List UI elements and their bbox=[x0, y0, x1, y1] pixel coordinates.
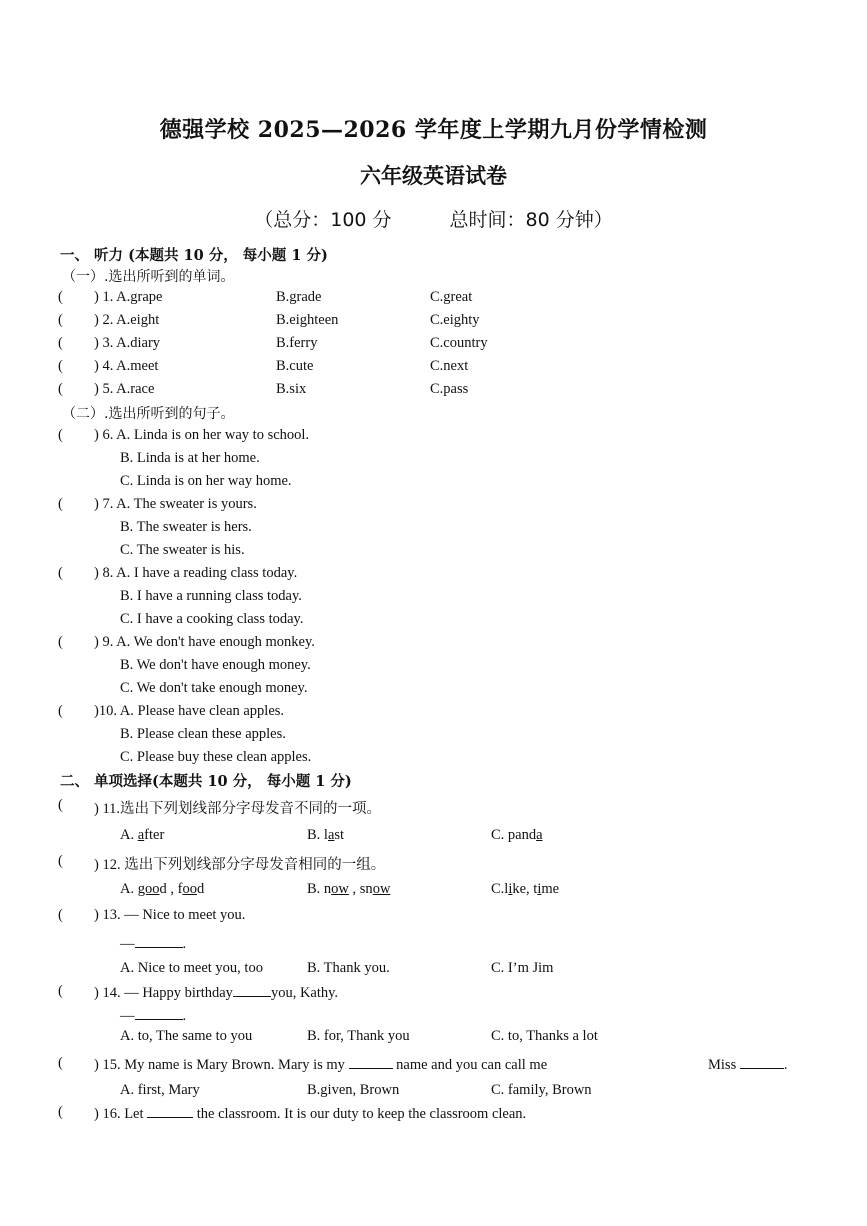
question-12-stem: ) 12. 选出下列划线部分字母发音相同的一组。 bbox=[94, 857, 386, 873]
question-14-option-c: C. to, Thanks a lot bbox=[491, 1028, 598, 1044]
question-12-option-a: A. good , food bbox=[120, 881, 205, 897]
question-12-option-c: C.like, time bbox=[491, 881, 560, 897]
question-15-option-b: B.given, Brown bbox=[307, 1082, 400, 1098]
answer-blank[interactable] bbox=[349, 1055, 393, 1069]
question-3-option-c: C.country bbox=[430, 335, 488, 351]
question-6-option-b: B. Linda is at her home. bbox=[120, 450, 260, 466]
answer-blank[interactable] bbox=[147, 1104, 193, 1118]
question-15-options bbox=[0, 1082, 867, 1102]
score-time-line bbox=[0, 205, 867, 232]
question-4 bbox=[0, 358, 867, 378]
question-2-option-b: B.eighteen bbox=[276, 312, 339, 328]
question-9-option-b: B. We don't have enough money. bbox=[120, 657, 311, 673]
question-5-option-c: C.pass bbox=[430, 381, 469, 397]
answer-paren: ( bbox=[58, 983, 63, 999]
question-8-option-c: C. I have a cooking class today. bbox=[120, 611, 304, 627]
question-14-reply bbox=[0, 1006, 867, 1026]
total-score: （总分：100 分 bbox=[254, 209, 392, 231]
question-11-option-a: A. after bbox=[120, 827, 165, 843]
question-13 bbox=[0, 907, 867, 927]
question-12 bbox=[0, 853, 867, 873]
question-3-option-a: ) 3. A.diary bbox=[94, 335, 161, 351]
answer-blank[interactable] bbox=[135, 1006, 183, 1020]
exam-subtitle: 六年级英语试卷 bbox=[360, 163, 507, 188]
question-1-option-c: C.great bbox=[430, 289, 473, 305]
answer-paren: ( bbox=[58, 907, 63, 923]
answer-paren: ( bbox=[58, 1055, 63, 1071]
question-9-c-row bbox=[0, 680, 867, 700]
question-4-option-b: B.cute bbox=[276, 358, 314, 374]
answer-paren: ( bbox=[58, 853, 63, 869]
answer-paren: ( bbox=[58, 358, 63, 374]
question-10-option-a: )10. A. Please have clean apples. bbox=[94, 703, 285, 719]
question-2-option-a: ) 2. A.eight bbox=[94, 312, 160, 328]
question-7 bbox=[0, 496, 867, 516]
question-15 bbox=[0, 1055, 867, 1075]
answer-paren: ( bbox=[58, 703, 63, 719]
question-2 bbox=[0, 312, 867, 332]
question-8 bbox=[0, 565, 867, 585]
answer-paren: ( bbox=[58, 381, 63, 397]
question-13-option-c: C. I’m Jim bbox=[491, 960, 554, 976]
question-11-options bbox=[0, 827, 867, 847]
exam-title: 德强学校 2025—2026 学年度上学期九月份学情检测 bbox=[159, 117, 708, 143]
question-11-option-c: C. panda bbox=[491, 827, 543, 843]
question-5-option-b: B.six bbox=[276, 381, 307, 397]
question-11-option-b: B. last bbox=[307, 827, 345, 843]
question-1-option-a: ) 1. A.grape bbox=[94, 289, 163, 305]
question-1-option-b: B.grade bbox=[276, 289, 322, 305]
question-7-option-b: B. The sweater is hers. bbox=[120, 519, 252, 535]
question-8-c-row bbox=[0, 611, 867, 631]
question-10-option-b: B. Please clean these apples. bbox=[120, 726, 286, 742]
question-15-option-c: C. family, Brown bbox=[491, 1082, 592, 1098]
question-4-option-c: C.next bbox=[430, 358, 469, 374]
answer-paren: ( bbox=[58, 565, 63, 581]
question-13-reply-line: — . bbox=[120, 936, 187, 952]
answer-paren: ( bbox=[58, 797, 63, 813]
question-6-option-c: C. Linda is on her way home. bbox=[120, 473, 292, 489]
question-7-b-row bbox=[0, 519, 867, 539]
question-10 bbox=[0, 703, 867, 723]
part-2-heading: （二）.选出所听到的句子。 bbox=[62, 406, 235, 422]
question-15-stem: ) 15. My name is Mary Brown. Mary is my name and you can call me bbox=[94, 1057, 548, 1073]
question-7-c-row bbox=[0, 542, 867, 562]
question-13-options bbox=[0, 960, 867, 980]
question-14-option-a: A. to, The same to you bbox=[120, 1028, 253, 1044]
question-13-stem: ) 13. — Nice to meet you. bbox=[94, 907, 246, 923]
question-9-option-a: ) 9. A. We don't have enough monkey. bbox=[94, 634, 315, 650]
question-8-option-b: B. I have a running class today. bbox=[120, 588, 302, 604]
question-5 bbox=[0, 381, 867, 401]
question-14-options bbox=[0, 1028, 867, 1048]
question-16 bbox=[0, 1104, 867, 1124]
question-13-reply bbox=[0, 934, 867, 954]
question-14-reply-line: — . bbox=[120, 1008, 187, 1024]
section-1-heading: 一、 听力 (本题共 10 分， 每小题 1 分) bbox=[60, 247, 328, 264]
question-13-option-b: B. Thank you. bbox=[307, 960, 390, 976]
question-16-stem: ) 16. Let the classroom. It is our duty to keep the classroom clean. bbox=[94, 1106, 527, 1122]
question-14 bbox=[0, 983, 867, 1003]
question-7-option-a: ) 7. A. The sweater is yours. bbox=[94, 496, 257, 512]
answer-paren: ( bbox=[58, 427, 63, 443]
question-2-option-c: C.eighty bbox=[430, 312, 480, 328]
question-15-miss: Miss . bbox=[708, 1057, 788, 1073]
section-2-heading: 二、 单项选择(本题共 10 分， 每小题 1 分) bbox=[60, 773, 352, 790]
question-9-b-row bbox=[0, 657, 867, 677]
answer-paren: ( bbox=[58, 634, 63, 650]
question-3-option-b: B.ferry bbox=[276, 335, 318, 351]
total-time: 总时间：80 分钟） bbox=[449, 209, 613, 231]
question-9 bbox=[0, 634, 867, 654]
answer-blank[interactable] bbox=[740, 1055, 784, 1069]
question-6 bbox=[0, 427, 867, 447]
answer-paren: ( bbox=[58, 496, 63, 512]
question-6-c-row bbox=[0, 473, 867, 493]
question-7-option-c: C. The sweater is his. bbox=[120, 542, 245, 558]
question-6-option-a: ) 6. A. Linda is on her way to school. bbox=[94, 427, 310, 443]
question-11-stem: ) 11.选出下列划线部分字母发音不同的一项。 bbox=[94, 801, 382, 817]
part-1-heading: （一）.选出所听到的单词。 bbox=[62, 269, 235, 285]
question-9-option-c: C. We don't take enough money. bbox=[120, 680, 308, 696]
question-8-option-a: ) 8. A. I have a reading class today. bbox=[94, 565, 298, 581]
answer-paren: ( bbox=[58, 335, 63, 351]
question-5-option-a: ) 5. A.race bbox=[94, 381, 155, 397]
question-3 bbox=[0, 335, 867, 355]
question-13-option-a: A. Nice to meet you, too bbox=[120, 960, 263, 976]
question-6-b-row bbox=[0, 450, 867, 470]
question-12-option-b: B. now , snow bbox=[307, 881, 391, 897]
answer-paren: ( bbox=[58, 1104, 63, 1120]
question-8-b-row bbox=[0, 588, 867, 608]
answer-blank[interactable] bbox=[233, 983, 271, 997]
question-15-option-a: A. first, Mary bbox=[120, 1082, 200, 1098]
question-1 bbox=[0, 289, 867, 309]
question-10-option-c: C. Please buy these clean apples. bbox=[120, 749, 312, 765]
answer-paren: ( bbox=[58, 289, 63, 305]
question-11 bbox=[0, 797, 867, 817]
answer-blank[interactable] bbox=[135, 934, 183, 948]
question-14-option-b: B. for, Thank you bbox=[307, 1028, 410, 1044]
question-4-option-a: ) 4. A.meet bbox=[94, 358, 159, 374]
answer-paren: ( bbox=[58, 312, 63, 328]
question-14-stem: ) 14. — Happy birthday you, Kathy. bbox=[94, 985, 339, 1001]
question-10-b-row bbox=[0, 726, 867, 746]
question-12-options bbox=[0, 881, 867, 901]
question-10-c-row bbox=[0, 749, 867, 769]
